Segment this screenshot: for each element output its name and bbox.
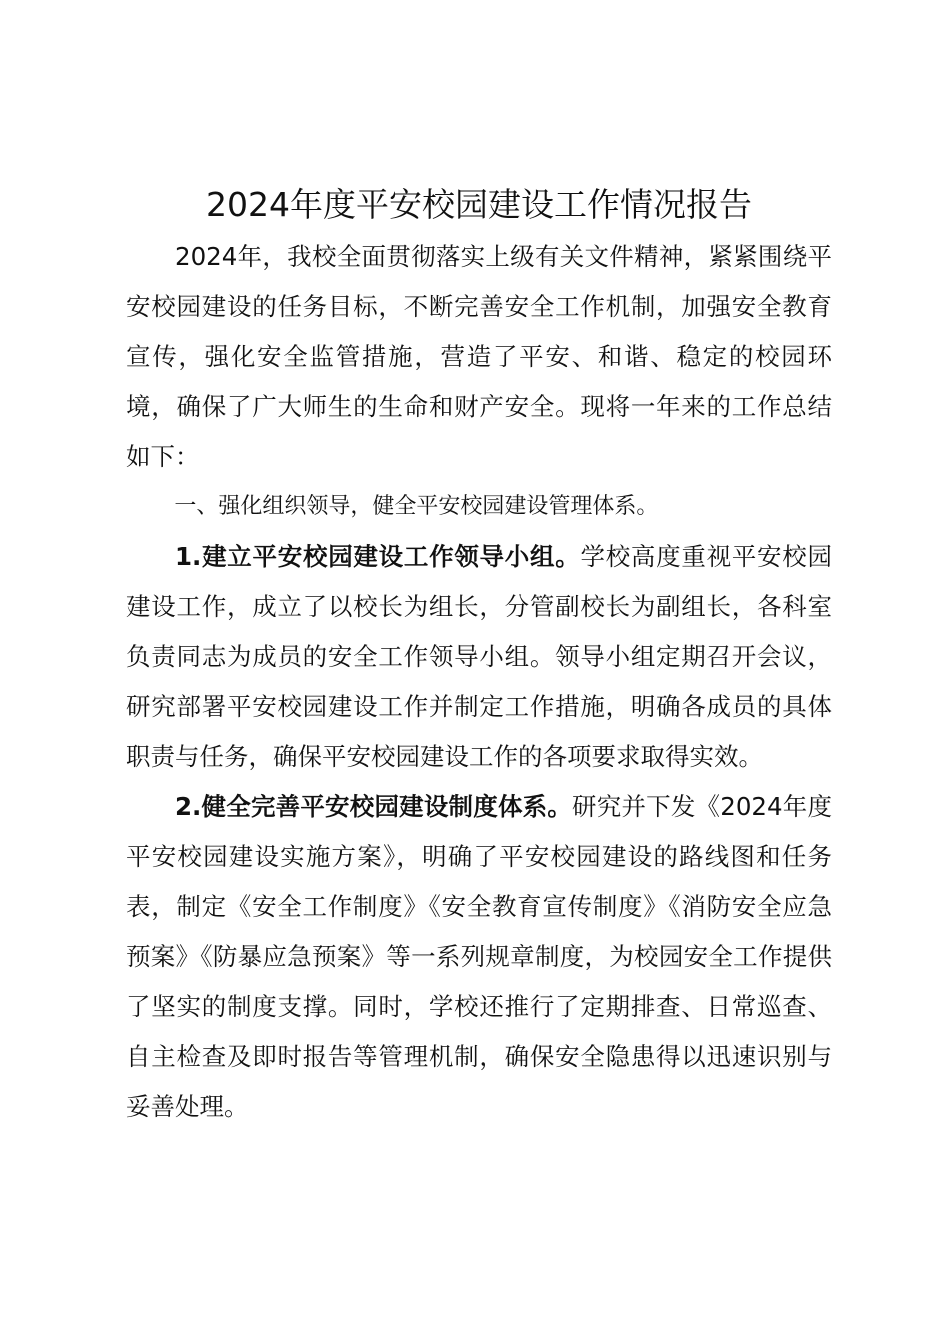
item-lead-2: 2.健全完善平安校园建设制度体系。 — [175, 792, 573, 821]
section-heading: 一、强化组织领导，健全平安校园建设管理体系。 — [174, 494, 659, 519]
item-paragraph-2 — [126, 782, 832, 1132]
item-body-1: 学校高度重视平安校园建设工作，成立了以校长为组长，分管副校长为副组长，各科室负责同志为成员的安全工作领导小组。领导小组定期召开会议，研究部署平安校园建设工作并制定工作措施，明确各成员的具体职责与任务，确保平安校园建设工作的各项要求取得实效。 — [126, 542, 832, 771]
item-body-2: 研究并下发《2024年度平安校园建设实施方案》，明确了平安校园建设的路线图和任务表，制定《安全工作制度》《安全教育宣传制度》《消防安全应急预案》《防暴应急预案》等一系列规章制度，为校园安全工作提供了坚实的制度支撑。同时，学校还推行了定期排查、日常巡查、自主检查及即时报告等管理机制，确保安全隐患得以迅速识别与妥善处理。 — [126, 792, 832, 1121]
intro-paragraph: 2024年，我校全面贯彻落实上级有关文件精神，紧紧围绕平安校园建设的任务目标，不断完善安全工作机制，加强安全教育宣传，强化安全监管措施，营造了平安、和谐、稳定的校园环境，确保了广大师生的生命和财产安全。现将一年来的工作总结如下： — [126, 242, 832, 471]
document-title: 2024年度平安校园建设工作情况报告 — [206, 185, 752, 224]
document-page — [126, 180, 832, 1132]
item-lead-1: 1.建立平安校园建设工作领导小组。 — [175, 542, 581, 571]
item-paragraph-1 — [126, 532, 832, 782]
